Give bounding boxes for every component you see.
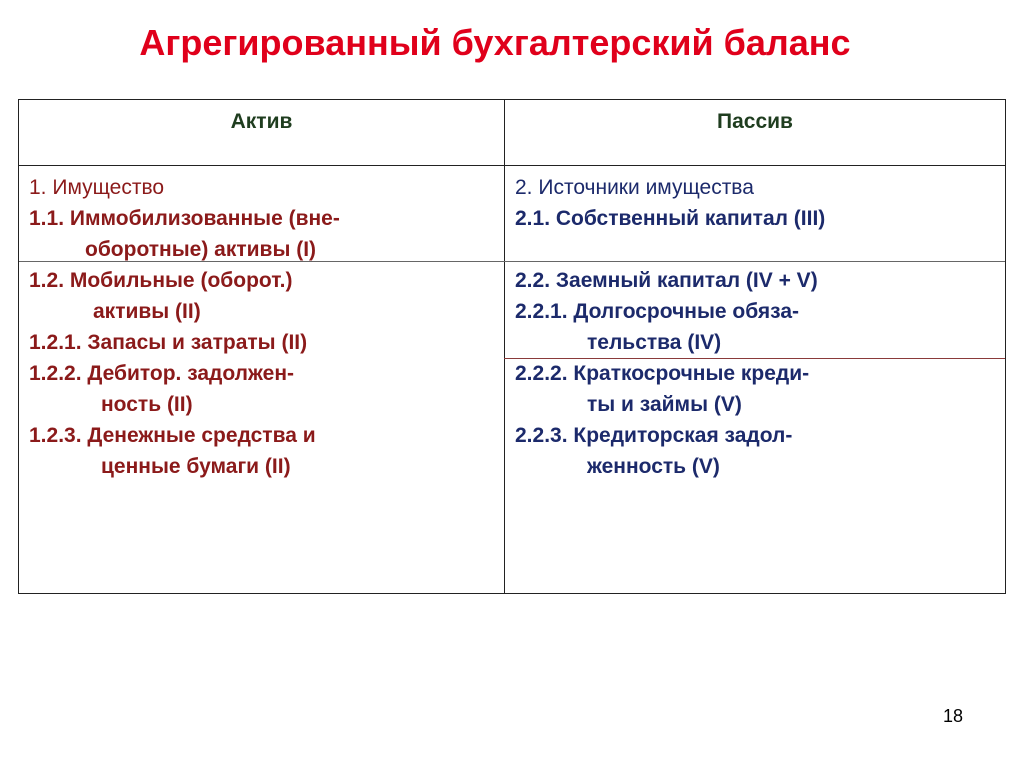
column-divider (504, 100, 505, 593)
asset-line: ность (II) (101, 393, 193, 416)
asset-line: ценные бумаги (II) (101, 455, 291, 478)
asset-line: 1.2.2. Дебитор. задолжен- (29, 362, 294, 385)
asset-line: 1.2.3. Денежные средства и (29, 424, 316, 447)
header-divider (19, 165, 1005, 166)
liability-line: ты и займы (V) (587, 393, 742, 416)
asset-line: 1. Имущество (29, 176, 165, 199)
balance-table (18, 99, 1006, 594)
page-number: 18 (943, 706, 964, 726)
slide-title: Агрегированный бухгалтерский баланс (139, 22, 851, 63)
liability-line: 2.1. Собственный капитал (III) (515, 207, 826, 230)
liability-subsection-divider (504, 358, 1005, 359)
asset-line: 1.2. Мобильные (оборот.) (29, 269, 293, 292)
liability-line: 2.2.1. Долгосрочные обяза- (515, 300, 800, 323)
liability-line: 2. Источники имущества (515, 176, 754, 199)
liability-line: тельства (IV) (587, 331, 722, 354)
liability-section-divider (504, 261, 1005, 262)
asset-column-header: Актив (230, 110, 293, 133)
asset-line: 1.2.1. Запасы и затраты (II) (29, 331, 308, 354)
liability-line: 2.2. Заемный капитал (IV + V) (515, 269, 818, 292)
asset-line: оборотные) активы (I) (85, 238, 317, 261)
asset-line: 1.1. Иммобилизованные (вне- (29, 207, 340, 230)
liability-column-header: Пассив (717, 110, 793, 133)
asset-line: активы (II) (93, 300, 201, 323)
liability-line: 2.2.3. Кредиторская задол- (515, 424, 793, 447)
liability-line: женность (V) (587, 455, 720, 478)
liability-line: 2.2.2. Краткосрочные креди- (515, 362, 810, 385)
